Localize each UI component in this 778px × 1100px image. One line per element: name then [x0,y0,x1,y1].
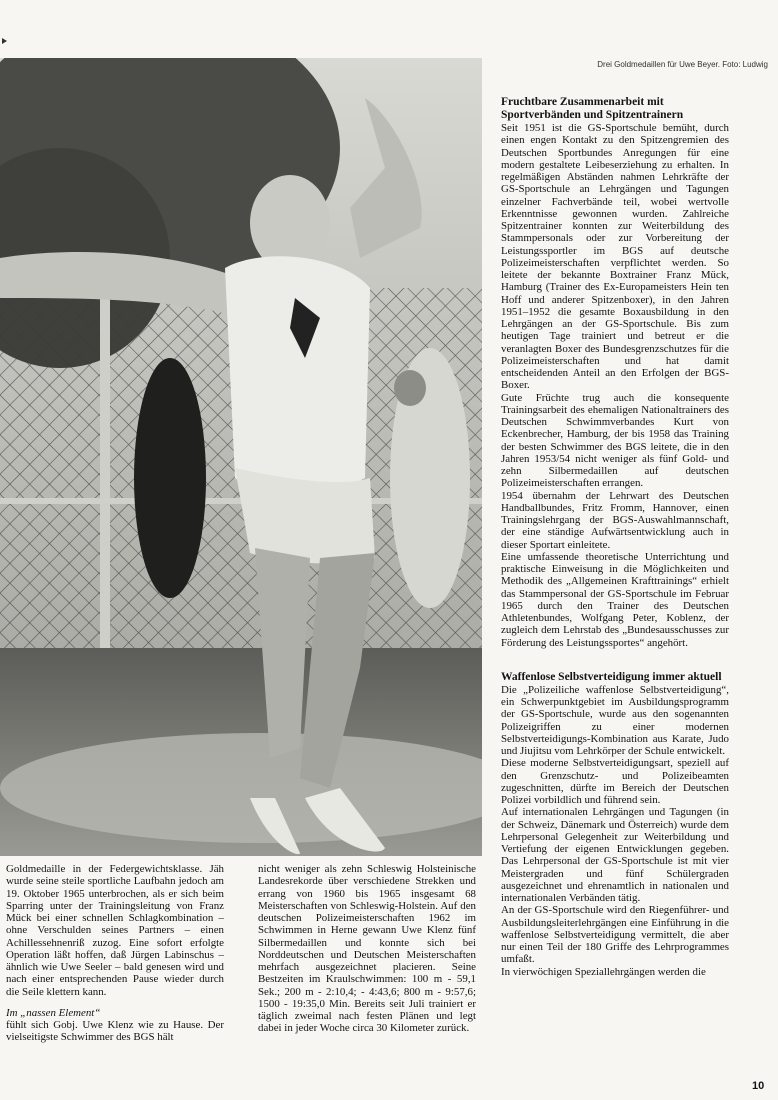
section2-paragraph: An der GS-Sportschule wird den Riegenführer- und Ausbildungsleiterlehrgängen eine Einführung in die waffenlose Selbstverteidigung vermittelt, die aber nur einen Teil der 180 Griffe des Lehrprogrammes umfaßt. [501,904,729,966]
athlete-photo [0,58,482,856]
section2-paragraph: In vierwöchigen Speziallehrgängen werden die [501,965,706,978]
athlete-photo-graphic [0,58,482,856]
middle-paragraph: nicht weniger als zehn Schleswig Holsteinische Landesrekorde über verschiedene Strekken und errang von 1960 bis 1965 insgesamt 68 Meisterschaften von Schleswig-Holstein. Auf den deutschen Polizeimeisterschaften 1962 im Schwimmen in Herne gewann Uwe Klenz fünf Silbermedaillen und konnte sich bei Norddeutschen und Deutschen Meisterschaften mehrfach ausgezeichnet placieren. Seine Bestzeiten im Kraulschwimmen: 100 m - 59,1 Sek.; 200 m - 2:10,4; - 4:43,6; 800 m - 9:57,6; 1500 - 19:35,0 Min. Bereits seit Juli trainiert er täglich zweimal nach festen Plänen und legt dabei in jeder Woche circa 30 Kilometer zurück. [258,863,476,1035]
left-column [6,863,224,1044]
photo-caption: Drei Goldmedaillen für Uwe Beyer. Foto: Ludwig [597,60,768,69]
section2-paragraph: Diese moderne Selbstverteidigungsart, speziell auf den Grenzschutz- und Polizeibeamten zugeschnitten, dürfte im Bereich der Deutschen Polizei vorbildlich und führend sein. [501,757,729,806]
section-heading-self-defense: Waffenlose Selbstverteidigung immer aktuell [501,670,722,683]
left-paragraph: Goldmedaille in der Federgewichtsklasse. Jäh wurde seine steile sportliche Laufbahn jedoch am 19. Oktober 1965 unterbrochen, als er sich beim Sparring unter der Trainingsleitung von Franz Mück bei einer schnellen Schlagkombination – ohne Verschulden seines Partners – einen Achillessehnenriß zuzog. Eine sofort erfolgte Operation läßt hoffen, daß Jürgen Labinschus – ähnlich wie Uwe Seeler – bald genesen wird und nach einer entsprechenden Pause wieder durch die Seile klettern kann. [6,863,224,998]
corner-mark [2,38,7,44]
section2-paragraph: Auf internationalen Lehrgängen und Tagungen (in der Schweiz, Dänemark und Österreich) wurde dem Lehrpersonal Gelegenheit zur Weiterbildung und Vertiefung der eigenen Entwicklungen gegeben. Das Lehrpersonal der GS-Sportschule ist mit vier Meistergraden und fünf Schülergraden ausgezeichnet und ehrenamtlich in nationalen und internationalen Verbänden tätig. [501,806,729,904]
section1-paragraph: 1954 übernahm der Lehrwart des Deutschen Handballbundes, Fritz Fromm, Hannover, einen Trainingslehrgang der BGS-Auswahlmannschaft, der eine ständige Aufwärtsentwicklung auch in dieser Sportart einleitete. [501,489,729,551]
section2-paragraph: Die „Polizeiliche waffenlose Selbstverteidigung“, ein Schwerpunktgebiet im Ausbildungsprogramm der GS-Sportschule, wurde aus den sogenannten Polizeigriffen zu einer modernen Selbstverteidigungs-Kombination aus Karate, Judo und Jiujitsu vom Lehrkörper der Schule entwickelt. [501,683,729,757]
section1-paragraph: Seit 1951 ist die GS-Sportschule bemüht, durch einen engen Kontakt zu den Spitzengremien des Deutschen Sportbundes Anregungen für eine modern gestaltete Leibeserziehung zu erhalten. In regelmäßigen Abständen nahmen Lehrkräfte der GS-Sportschule an Lehrgängen und Tagungen einzelner Fachverbände teil, wobei wertvolle Erkenntnisse gewonnen wurden. Zahlreiche Spitzentrainer konnten zur Weiterbildung des Stammpersonals oder zur Vorbereitung der Leistungssportler im BGS auf deutsche Polizeimeisterschaften verpflichtet werden. So leitete der bekannte Boxtrainer Franz Mück, Hamburg (Trainer des Ex-Europameisters Hein ten Hoff und anderer Spitzenboxer), in den Jahren 1951–1952 die gesamte Boxausbildung in den Lehrgängen an der GS-Sportschule. Bis zum heutigen Tage trainiert und betreut er die veranlagten Boxer des Bundesgrenzschutzes für die Polizeimeisterschaften und hat damit entscheidenden Anteil an den Erfolgen der BGS-Boxer. [501,122,729,392]
page-number: 10 [752,1080,765,1092]
section1-paragraph: Eine umfassende theoretische Unterrichtung und praktische Einweisung in die Möglichkeiten und Methodik des „Allgemeinen Krafttrainings“ erhielt das Stammpersonal der GS-Sportschule im Februar 1965 durch den Trainer des Deutschen Athletenbundes, Wolfgang Peter, Koblenz, der zugleich dem Lehrstab des „Bundesausschusses zur Förderung des Leistungssportes“ angehört. [501,550,729,649]
right-column [501,96,729,978]
subheading-wet-element: Im „nassen Element“ [6,1006,101,1019]
section1-paragraph: Gute Früchte trug auch die konsequente Trainingsarbeit des ehemaligen Nationaltrainers des Deutschen Schwimmverbandes Kurt von Eckenbrecher, Hamburg, der bis 1958 das Training der besten Schwimmer des BGS leitete, die in den Jahren 1953/54 nicht weniger als fünf Gold- und zehn Silbermedaillen auf deutschen Polizeimeisterschaften errangen. [501,391,729,490]
section-heading-cooperation: Fruchtbare Zusammenarbeit mit Sportverbänden und Spitzentrainern [501,96,684,121]
middle-column [258,863,476,1035]
left-paragraph-2: fühlt sich Gobj. Uwe Klenz wie zu Hause. Der vielseitigste Schwimmer des BGS hält [6,1019,224,1044]
